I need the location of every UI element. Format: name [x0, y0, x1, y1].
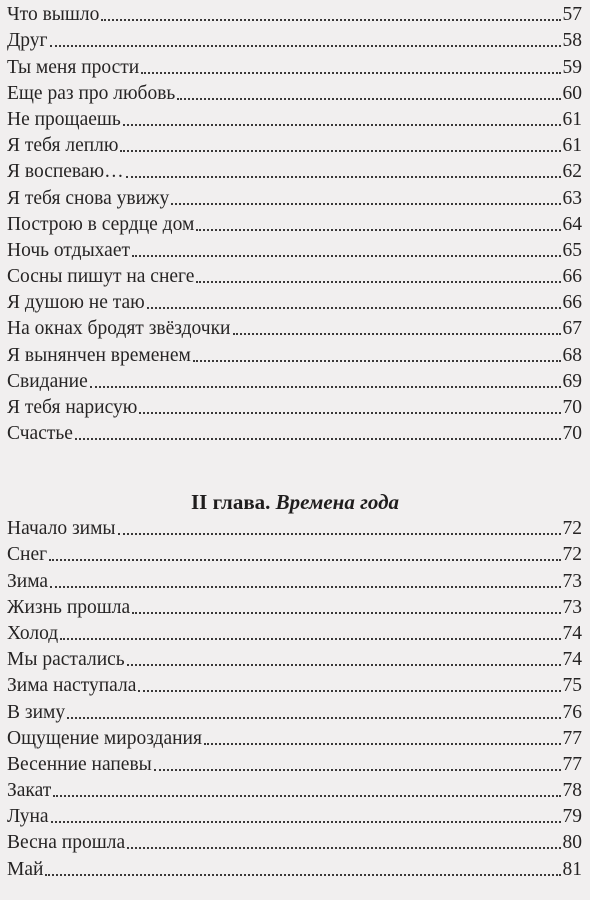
toc-entry-title: Я воспеваю…	[7, 161, 124, 183]
toc-entry-title: Не прощаешь	[7, 108, 121, 130]
toc-entry[interactable]	[7, 26, 582, 52]
toc-entry-page: 77	[562, 727, 582, 749]
dot-leader	[123, 124, 561, 126]
chapter-title: Времена года	[275, 490, 399, 514]
toc-entry[interactable]	[7, 105, 582, 131]
toc-entry[interactable]	[7, 393, 582, 419]
toc-entry-title: Ощущение мироздания	[7, 727, 202, 749]
toc-entry[interactable]	[7, 593, 582, 619]
toc-entry-page: 59	[562, 56, 582, 78]
toc-entry[interactable]	[7, 288, 582, 314]
toc-entry-page: 77	[562, 753, 582, 775]
toc-entry-title: Сосны пишут на снеге	[7, 266, 195, 288]
toc-list-section-1	[7, 0, 582, 445]
toc-entry-title: Свидание	[7, 370, 88, 392]
dot-leader	[127, 847, 560, 849]
dot-leader	[233, 333, 561, 335]
toc-entry-page: 60	[562, 82, 582, 104]
toc-entry-title: Мы растались	[7, 649, 125, 671]
toc-entry-page: 74	[562, 649, 582, 671]
dot-leader	[90, 386, 561, 388]
toc-entry-page: 57	[562, 4, 582, 26]
toc-entry-title: В зиму	[7, 701, 66, 723]
toc-entry-page: 66	[562, 292, 582, 314]
toc-entry-title: Я тебя снова увижу	[7, 187, 170, 209]
toc-entry-title: Я тебя леплю	[7, 135, 119, 157]
toc-entry[interactable]	[7, 750, 582, 776]
toc-entry-page: 73	[562, 570, 582, 592]
toc-entry[interactable]	[7, 645, 582, 671]
toc-entry-title: На окнах бродят звёздочки	[7, 318, 231, 340]
toc-entry-page: 81	[562, 858, 582, 880]
toc-entry-page: 70	[562, 397, 582, 418]
toc-entry-page: 68	[562, 344, 582, 366]
toc-entry-title: Счастье	[7, 423, 73, 445]
dot-leader	[50, 45, 561, 47]
toc-entry-title: Построю в сердце дом	[7, 213, 195, 235]
toc-entry-page: 72	[562, 518, 582, 540]
toc-entry-title: Я тебя нарисую	[7, 397, 138, 418]
toc-entry-title: Луна	[7, 806, 49, 828]
dot-leader	[177, 98, 560, 100]
dot-leader	[45, 874, 560, 876]
dot-leader	[138, 690, 560, 692]
dot-leader	[118, 533, 561, 535]
toc-entry[interactable]	[7, 697, 582, 723]
toc-entry-page: 64	[562, 213, 582, 235]
chapter-heading	[0, 490, 590, 514]
toc-entry-title: Ночь отдыхает	[7, 239, 131, 261]
dot-leader	[171, 203, 560, 205]
toc-entry[interactable]	[7, 540, 582, 566]
dot-leader	[120, 150, 560, 152]
toc-entry-page: 62	[562, 161, 582, 183]
toc-entry[interactable]	[7, 157, 582, 183]
dot-leader	[50, 586, 560, 588]
dot-leader	[204, 743, 561, 745]
toc-entry-title: Зима	[7, 570, 49, 592]
toc-entry-title: Друг	[7, 30, 48, 52]
toc-entry-title: Что вышло	[7, 4, 100, 26]
toc-entry-title: Зима наступала	[7, 675, 137, 697]
toc-entry-page: 58	[562, 30, 582, 52]
chapter-number: II глава.	[190, 490, 271, 514]
toc-entry[interactable]	[7, 828, 582, 854]
toc-entry-title: Снег	[7, 544, 48, 566]
toc-entry-page: 74	[562, 622, 582, 644]
toc-entry[interactable]	[7, 131, 582, 157]
toc-list-chapter-2	[7, 514, 582, 881]
toc-entry[interactable]	[7, 340, 582, 366]
toc-entry-title: Май	[7, 858, 44, 880]
dot-leader	[147, 307, 561, 309]
dot-leader	[126, 176, 561, 178]
dot-leader	[127, 664, 561, 666]
toc-entry[interactable]	[7, 367, 582, 393]
dot-leader	[196, 281, 560, 283]
toc-entry[interactable]	[7, 566, 582, 592]
toc-entry[interactable]	[7, 724, 582, 750]
toc-entry-page: 76	[562, 701, 582, 723]
toc-entry-title: Весна прошла	[7, 832, 126, 854]
toc-entry-title: Начало зимы	[7, 518, 116, 540]
toc-entry-title: Ты меня прости	[7, 56, 140, 78]
dot-leader	[67, 717, 560, 719]
toc-entry-page: 66	[562, 266, 582, 288]
toc-entry-page: 61	[562, 108, 582, 130]
toc-entry-page: 63	[562, 187, 582, 209]
toc-entry[interactable]	[7, 210, 582, 236]
toc-entry[interactable]	[7, 802, 582, 828]
toc-entry-page: 78	[562, 780, 582, 802]
dot-leader	[51, 821, 561, 823]
toc-entry-title: Жизнь прошла	[7, 596, 131, 618]
dot-leader	[154, 769, 561, 771]
toc-entry-page: 72	[562, 544, 582, 566]
dot-leader	[196, 229, 560, 231]
toc-entry-page: 61	[562, 135, 582, 157]
toc-entry[interactable]	[7, 854, 582, 880]
dot-leader	[139, 412, 560, 414]
dot-leader	[60, 638, 560, 640]
dot-leader	[49, 559, 560, 561]
toc-entry[interactable]	[7, 262, 582, 288]
toc-entry-page: 67	[562, 318, 582, 340]
dot-leader	[101, 19, 560, 21]
toc-entry-page: 65	[562, 239, 582, 261]
toc-entry-title: Холод	[7, 622, 59, 644]
toc-entry-title: Я вынянчен временем	[7, 344, 191, 366]
dot-leader	[193, 360, 561, 362]
toc-entry-title: Еще раз про любовь	[7, 82, 176, 104]
toc-entry-page: 70	[562, 423, 582, 445]
toc-entry[interactable]	[7, 619, 582, 645]
dot-leader	[53, 795, 560, 797]
toc-entry-page: 80	[562, 832, 582, 854]
toc-entry[interactable]	[7, 183, 582, 209]
toc-entry-title: Я душою не таю	[7, 292, 145, 314]
toc-entry[interactable]	[7, 671, 582, 697]
toc-entry[interactable]	[7, 79, 582, 105]
dot-leader	[132, 255, 560, 257]
toc-entry[interactable]	[7, 419, 582, 445]
toc-entry-page: 73	[562, 596, 582, 618]
toc-entry-title: Закат	[7, 780, 52, 802]
toc-entry-page: 79	[562, 806, 582, 828]
toc-entry[interactable]	[7, 0, 582, 26]
toc-entry[interactable]	[7, 236, 582, 262]
toc-entry[interactable]	[7, 314, 582, 340]
dot-leader	[132, 612, 560, 614]
toc-entry[interactable]	[7, 776, 582, 802]
toc-entry[interactable]	[7, 514, 582, 540]
toc-entry-page: 75	[562, 675, 582, 697]
toc-entry-title: Весенние напевы	[7, 753, 152, 775]
toc-entry-page: 69	[562, 370, 582, 392]
dot-leader	[141, 72, 560, 74]
toc-entry[interactable]	[7, 52, 582, 78]
dot-leader	[75, 438, 561, 440]
